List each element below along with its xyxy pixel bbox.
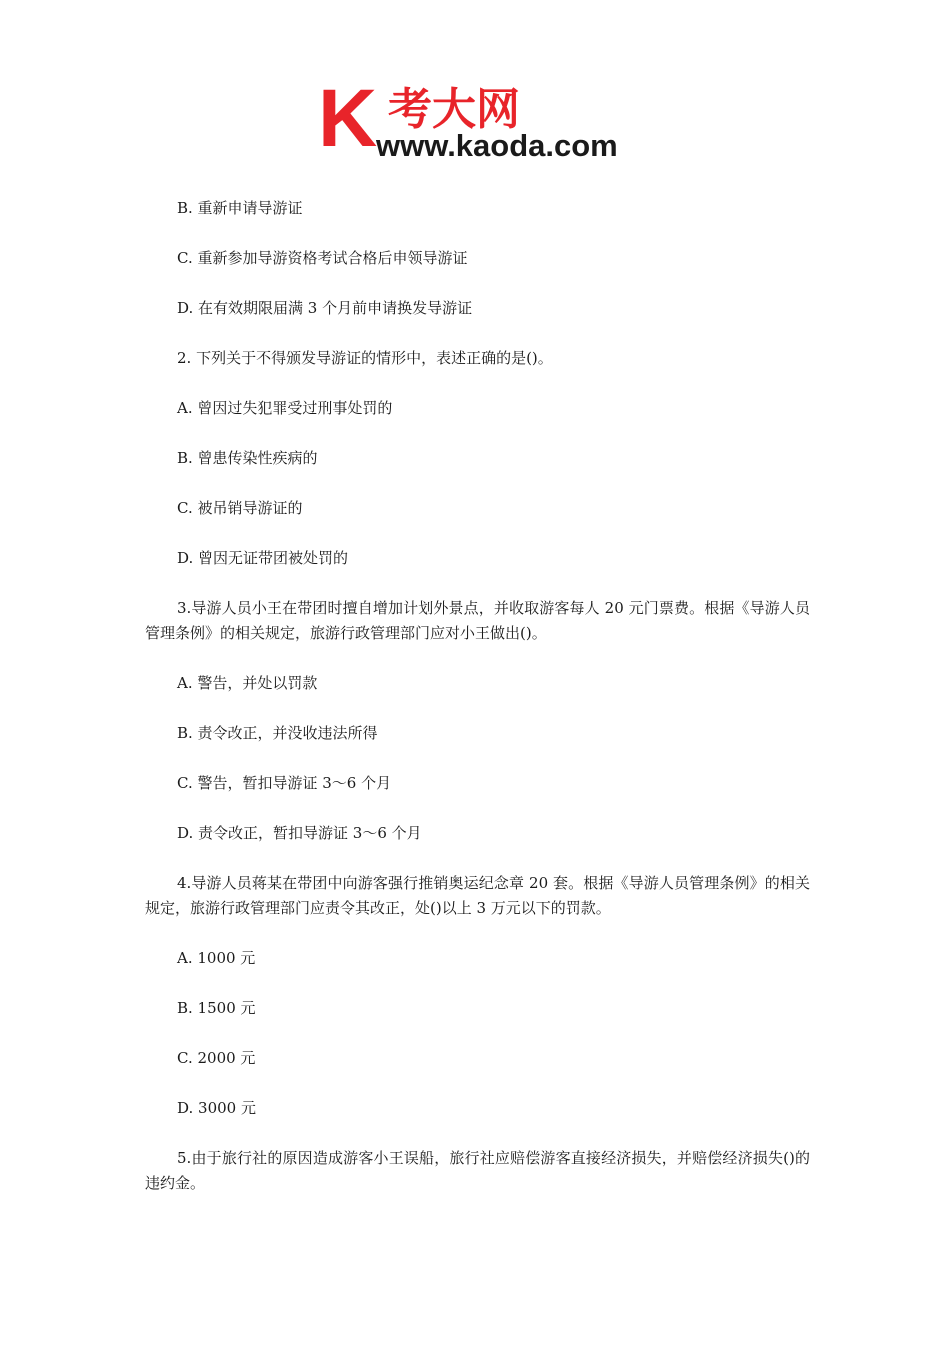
- question-paragraph: 4.导游人员蒋某在带团中向游客强行推销奥运纪念章 20 套。根据《导游人员管理条例》的相关规定，旅游行政管理部门应责令其改正，处()以上 3 万元以下的罚款。: [145, 874, 810, 917]
- option-line: D. 在有效期限届满 3 个月前申请换发导游证: [177, 299, 473, 317]
- option-line: D. 3000 元: [177, 1099, 256, 1117]
- question-paragraph: 3.导游人员小王在带团时擅自增加计划外景点，并收取游客每人 20 元门票费。根据《导游人员管理条例》的相关规定，旅游行政管理部门应对小王做出()。: [145, 599, 810, 642]
- kaoda-logo: [318, 80, 648, 162]
- kaoda-logo-graphic: [318, 80, 648, 162]
- question-paragraph: 5.由于旅行社的原因造成游客小王误船，旅行社应赔偿游客直接经济损失，并赔偿经济损失()的违约金。: [145, 1149, 810, 1192]
- option-line: D. 责令改正，暂扣导游证 3～6 个月: [177, 824, 422, 842]
- option-line: B. 曾患传染性疾病的: [177, 449, 318, 467]
- option-line: C. 重新参加导游资格考试合格后申领导游证: [177, 249, 468, 267]
- document-body: [145, 196, 810, 1221]
- option-line: C. 2000 元: [177, 1049, 256, 1067]
- option-line: A. 1000 元: [177, 949, 256, 967]
- option-line: A. 警告，并处以罚款: [177, 674, 318, 692]
- option-line: D. 曾因无证带团被处罚的: [177, 549, 349, 567]
- option-line: B. 重新申请导游证: [177, 199, 303, 217]
- question-line: 2. 下列关于不得颁发导游证的情形中，表述正确的是()。: [177, 349, 553, 367]
- option-line: C. 被吊销导游证的: [177, 499, 303, 517]
- logo-letter: K: [318, 80, 378, 162]
- logo-url: www.kaoda.com: [376, 128, 618, 162]
- option-line: A. 曾因过失犯罪受过刑事处罚的: [177, 399, 393, 417]
- option-line: B. 责令改正，并没收违法所得: [177, 724, 378, 742]
- option-line: C. 警告，暂扣导游证 3～6 个月: [177, 774, 392, 792]
- logo-name: 考大网: [388, 84, 520, 135]
- option-line: B. 1500 元: [177, 999, 256, 1017]
